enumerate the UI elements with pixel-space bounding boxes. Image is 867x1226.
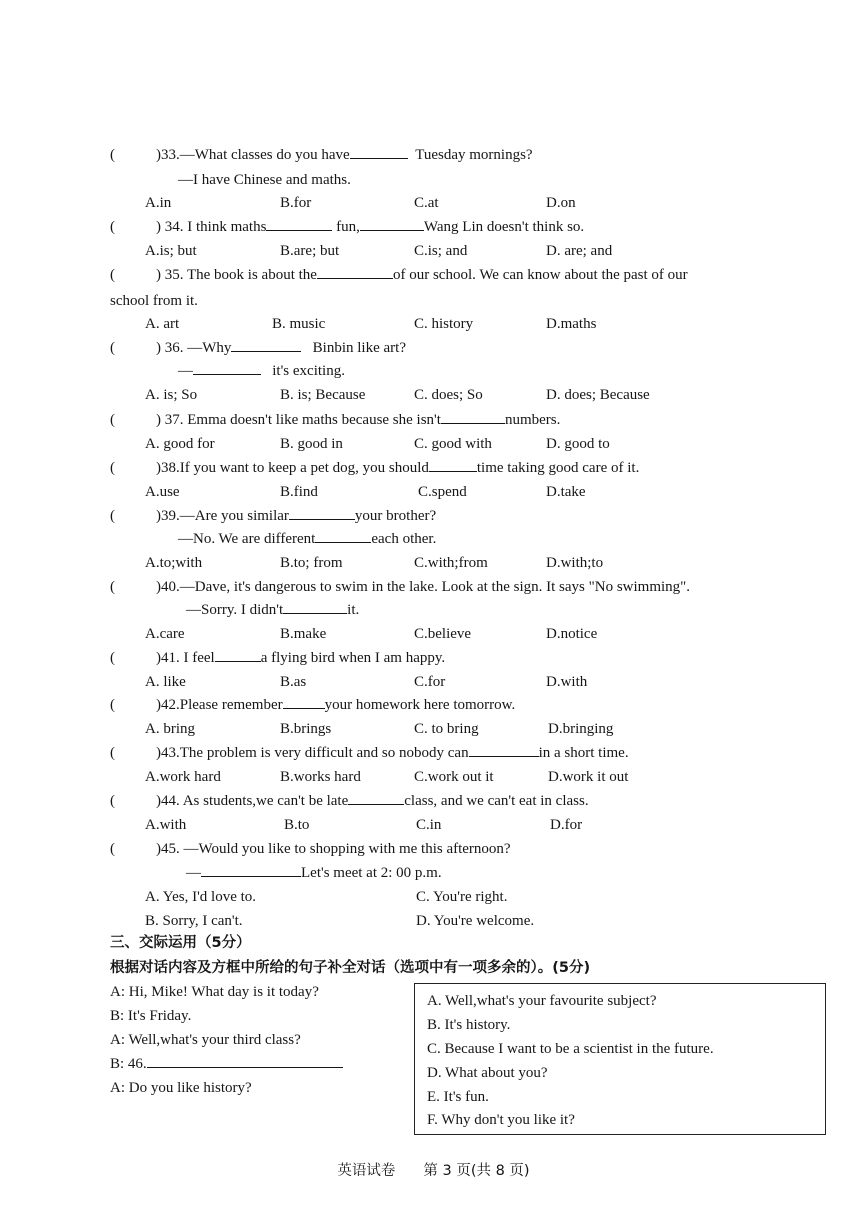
option-c[interactable]: C. does; So [414,387,483,403]
question-43: ( )43.The problem is very difficult and so nobody can in a short time. [110,745,629,761]
question-36-reply: — it's exciting. [178,363,345,379]
answer-blank[interactable] [348,803,404,805]
option-d[interactable]: D.maths [546,316,597,332]
option-d[interactable]: D.take [546,484,586,500]
question-37: ( ) 37. Emma doesn't like maths because she isn't numbers. [110,412,561,428]
answer-blank[interactable] [429,470,477,472]
question-40-reply: —Sorry. I didn't it. [186,602,360,618]
answer-blank[interactable] [283,612,347,614]
option-a[interactable]: A.to;with [145,555,203,571]
option-b[interactable]: B. Sorry, I can't. [145,913,243,929]
answer-blank[interactable] [360,229,424,231]
option-a[interactable]: A. bring [145,721,195,737]
question-45: ( )45. —Would you like to shopping with me this afternoon? [110,841,511,857]
box-option-c: C. Because I want to be a scientist in the future. [427,1041,714,1057]
option-c[interactable]: C.for [414,674,446,690]
option-d[interactable]: D. are; and [546,243,613,259]
dialogue-line: A: Do you like history? [110,1080,252,1096]
section-instruction: 根据对话内容及方框中所给的句子补全对话（选项中有一项多余的）。(5分) [110,960,591,976]
question-42: ( )42.Please remember your homework here tomorrow. [110,697,516,713]
dialogue-line: B: It's Friday. [110,1008,192,1024]
option-a[interactable]: A.use [145,484,180,500]
question-41: ( )41. I feel a flying bird when I am happy. [110,650,446,666]
dialogue-line: A: Hi, Mike! What day is it today? [110,984,319,1000]
option-b[interactable]: B.to; from [280,555,343,571]
option-d[interactable]: D.on [546,195,576,211]
answer-blank[interactable] [317,277,393,279]
footer-subject: 英语试卷 [337,1163,396,1179]
option-b[interactable]: B.find [280,484,318,500]
option-a[interactable]: A. good for [145,436,215,452]
option-b[interactable]: B. good in [280,436,343,452]
question-40: ( )40.—Dave, it's dangerous to swim in the lake. Look at the sign. It says "No swimming". [110,579,691,595]
answer-blank[interactable] [193,373,261,375]
option-c[interactable]: C. good with [414,436,492,452]
option-a[interactable]: A.in [145,195,172,211]
box-option-a: A. Well,what's your favourite subject? [427,993,657,1009]
footer-page-number: 第 3 页(共 8 页) [423,1163,530,1179]
option-b[interactable]: B.are; but [280,243,340,259]
question-36: ( ) 36. —Why Binbin like art? [110,340,406,356]
option-a[interactable]: A. Yes, I'd love to. [145,889,257,905]
option-d[interactable]: D.for [550,817,583,833]
option-a[interactable]: A.work hard [145,769,221,785]
option-c[interactable]: C.with;from [414,555,488,571]
answer-blank[interactable] [441,422,505,424]
answer-blank[interactable] [147,1066,343,1068]
box-option-f: F. Why don't you like it? [427,1112,575,1128]
question-45-reply: — Let's meet at 2: 00 p.m. [186,865,442,881]
option-a[interactable]: A. like [145,674,186,690]
answer-blank[interactable] [231,350,301,352]
option-d[interactable]: D. does; Because [546,387,650,403]
dialogue-line: A: Well,what's your third class? [110,1032,301,1048]
option-c[interactable]: C. You're right. [416,889,508,905]
page-footer [0,1164,867,1179]
option-c[interactable]: C.is; and [414,243,468,259]
option-c[interactable]: C.in [416,817,442,833]
option-b[interactable]: B.works hard [280,769,361,785]
question-39: ( )39.—Are you similar your brother? [110,508,437,524]
answer-blank[interactable] [350,157,408,159]
option-a[interactable]: A.care [145,626,185,642]
box-option-b: B. It's history. [427,1017,511,1033]
option-d[interactable]: D. You're welcome. [416,913,535,929]
option-a[interactable]: A.with [145,817,187,833]
question-38: ( )38.If you want to keep a pet dog, you should time taking good care of it. [110,460,640,476]
option-a[interactable]: A. art [145,316,180,332]
box-option-d: D. What about you? [427,1065,548,1081]
option-a[interactable]: A. is; So [145,387,198,403]
option-b[interactable]: B. music [272,316,326,332]
answer-blank[interactable] [315,541,371,543]
option-c[interactable]: C.work out it [414,769,494,785]
option-b[interactable]: B.brings [280,721,332,737]
option-c[interactable]: C.at [414,195,439,211]
option-b[interactable]: B.to [284,817,310,833]
question-33: ( )33.—What classes do you have Tuesday mornings? [110,147,533,163]
option-d[interactable]: D.work it out [548,769,629,785]
option-c[interactable]: C.spend [418,484,467,500]
option-b[interactable]: B.make [280,626,327,642]
section-heading: 三、交际运用（5分） [110,935,251,951]
option-c[interactable]: C. to bring [414,721,479,737]
answer-blank[interactable] [283,707,325,709]
option-d[interactable]: D.bringing [548,721,614,737]
option-d[interactable]: D.notice [546,626,598,642]
options-box [414,983,826,1135]
option-d[interactable]: D.with [546,674,588,690]
question-33-reply: —I have Chinese and maths. [178,172,351,188]
answer-blank[interactable] [469,755,539,757]
answer-blank[interactable] [215,660,261,662]
answer-blank[interactable] [201,875,301,877]
question-44: ( )44. As students,we can't be late class, and we can't eat in class. [110,793,589,809]
box-option-e: E. It's fun. [427,1089,489,1105]
option-d[interactable]: D. good to [546,436,610,452]
answer-blank[interactable] [289,518,355,520]
question-34: ( ) 34. I think maths fun, Wang Lin doesn't think so. [110,219,585,235]
option-b[interactable]: B.for [280,195,312,211]
option-c[interactable]: C. history [414,316,474,332]
option-d[interactable]: D.with;to [546,555,604,571]
option-c[interactable]: C.believe [414,626,472,642]
option-a[interactable]: A.is; but [145,243,197,259]
dialogue-line: B: 46. [110,1057,343,1072]
option-b[interactable]: B.as [280,674,307,690]
question-35-continued: school from it. [110,293,198,309]
answer-blank[interactable] [266,229,332,231]
question-35: ( ) 35. The book is about the of our school. We can know about the past of our [110,267,688,283]
option-b[interactable]: B. is; Because [280,387,366,403]
question-39-reply: —No. We are different each other. [178,531,437,547]
